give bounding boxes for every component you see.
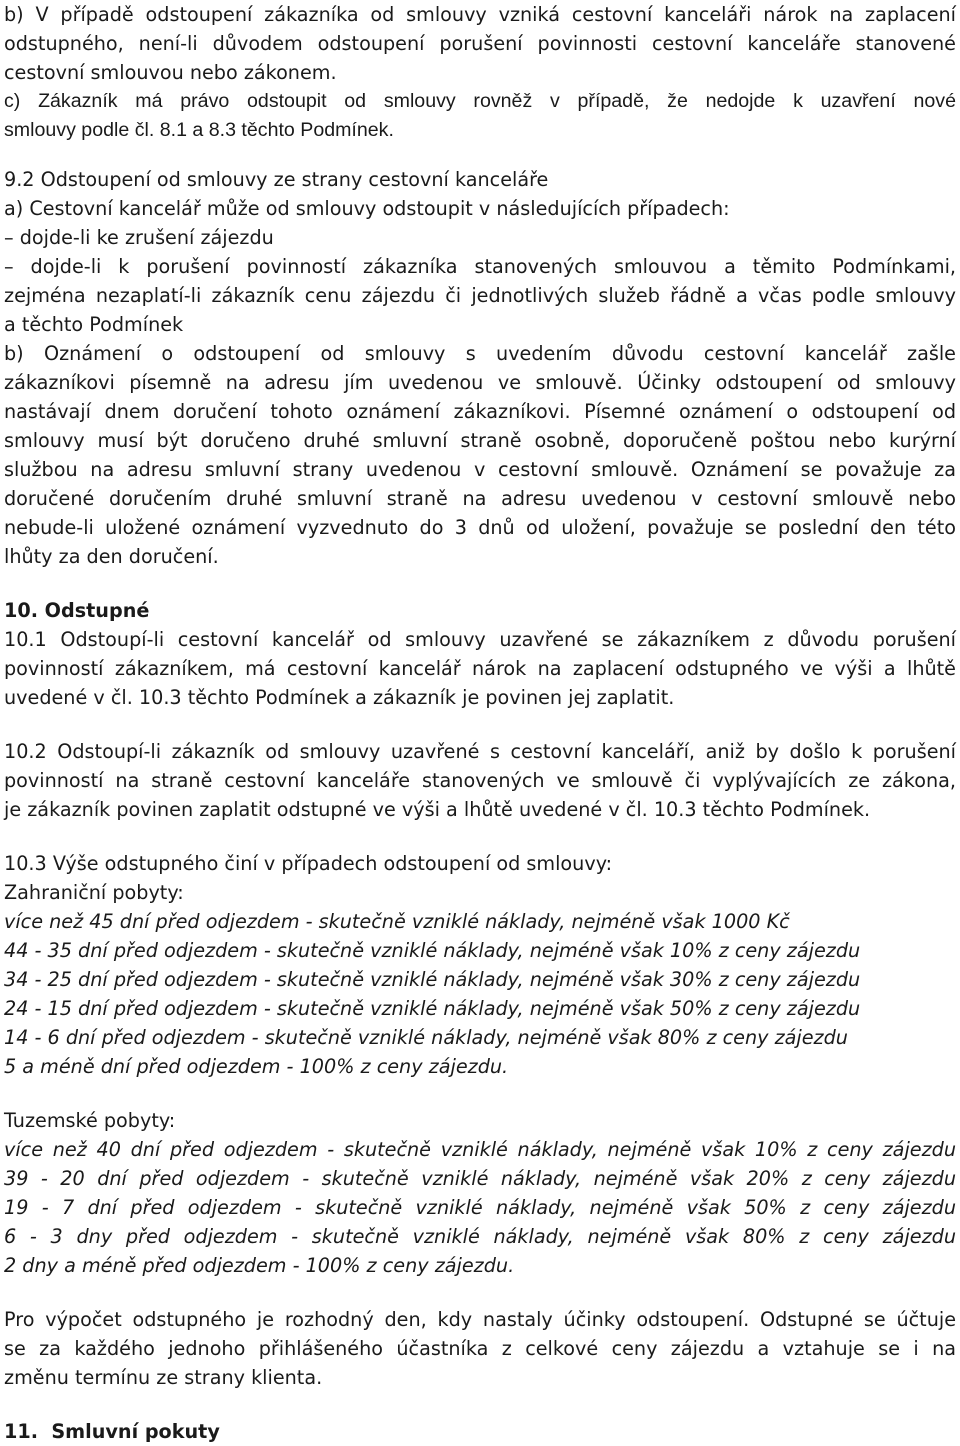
text-line: a těchto Podmínek <box>4 313 184 336</box>
section-heading: 10. Odstupné <box>4 599 150 622</box>
paragraph-9-1-b <box>4 0 956 87</box>
section-heading: 11. Smluvní pokuty <box>4 1420 220 1443</box>
text-line: zejména nezaplatí-li zákazník cenu zájezdu či jednotlivých služeb řádně a včas podle smlouvy <box>4 284 956 307</box>
text-line: lhůty za den doručení. <box>4 545 219 568</box>
text-line: odstupného, není-li důvodem odstoupení porušení povinnosti cestovní kanceláře stanovené <box>4 32 956 55</box>
rate-line: 14 - 6 dní před odjezdem - skutečně vzniklé náklady, nejméně však 80% z ceny zájezdu <box>4 1026 848 1049</box>
subheading-domestic: Tuzemské pobyty: <box>4 1109 176 1132</box>
document-page <box>4 0 956 1446</box>
rate-line: 2 dny a méně před odjezdem - 100% z ceny zájezdu. <box>4 1254 515 1277</box>
rate-line: 24 - 15 dní před odjezdem - skutečně vzniklé náklady, nejméně však 50% z ceny zájezdu <box>4 997 861 1020</box>
section-10 <box>4 596 956 1392</box>
text-line: nebude-li uložené oznámení vyzvednuto do 3 dnů od uložení, považuje se poslední den této <box>4 516 956 539</box>
list-item-dash: – dojde-li ke zrušení zájezdu <box>4 226 274 249</box>
paragraph-9-1-c <box>4 87 956 145</box>
text-line: je zákazník povinen zaplatit odstupné ve výši a lhůtě uvedené v čl. 10.3 těchto Podmínek. <box>4 798 871 821</box>
text-line: a) Cestovní kancelář může od smlouvy odstoupit v následujících případech: <box>4 197 730 220</box>
text-line: doručené doručením druhé smluvní straně na adresu uvedenou v cestovní smlouvě nebo <box>4 487 956 510</box>
text-line: Pro výpočet odstupného je rozhodný den, kdy nastaly účinky odstoupení. Odstupné se účtuje <box>4 1308 956 1331</box>
rate-line: 39 - 20 dní před odjezdem - skutečně vzniklé náklady, nejméně však 20% z ceny zájezdu <box>4 1167 956 1190</box>
section-9-2 <box>4 165 956 571</box>
text-line: povinností zákazníkem, má cestovní kancelář nárok na zaplacení odstupného ve výši a lhůtě <box>4 657 956 680</box>
rate-line: více než 45 dní před odjezdem - skutečně vzniklé náklady, nejméně však 1000 Kč <box>4 910 790 933</box>
rate-line: 19 - 7 dní před odjezdem - skutečně vzniklé náklady, nejméně však 50% z ceny zájezdu <box>4 1196 956 1219</box>
text-line: 10.2 Odstoupí-li zákazník od smlouvy uzavřené s cestovní kanceláří, aniž by došlo k porušení <box>4 740 956 763</box>
text-line: cestovní smlouvou nebo zákonem. <box>4 61 337 84</box>
text-line: smlouvy podle čl. 8.1 a 8.3 těchto Podmínek. <box>4 119 394 141</box>
text-line: smlouvy musí být doručeno druhé smluvní straně osobně, doporučeně poštou nebo kurýrní <box>4 429 956 452</box>
rate-line: 5 a méně dní před odjezdem - 100% z ceny zájezdu. <box>4 1055 509 1078</box>
text-line: 10.3 Výše odstupného činí v případech odstoupení od smlouvy: <box>4 852 613 875</box>
text-line: zákazníkovi písemně na adresu jím uvedenou ve smlouvě. Účinky odstoupení od smlouvy <box>4 371 956 394</box>
text-line: 10.1 Odstoupí-li cestovní kancelář od smlouvy uzavřené se zákazníkem z důvodu porušení <box>4 628 956 651</box>
rate-line: 6 - 3 dny před odjezdem - skutečně vzniklé náklady, nejméně však 80% z ceny zájezdu <box>4 1225 956 1248</box>
text-line: c) Zákazník má právo odstoupit od smlouvy rovněž v případě, že nedojde k uzavření nové <box>4 90 956 112</box>
text-line: uvedené v čl. 10.3 těchto Podmínek a zákazník je povinen jej zaplatit. <box>4 686 675 709</box>
list-item-dash: – dojde-li k porušení povinností zákazníka stanovených smlouvou a těmito Podmínkami, <box>4 255 956 278</box>
subheading-foreign: Zahraniční pobyty: <box>4 881 184 904</box>
text-line: povinností na straně cestovní kanceláře stanovených ve smlouvě či vyplývajících ze zákona, <box>4 769 956 792</box>
rate-line: více než 40 dní před odjezdem - skutečně vzniklé náklady, nejméně však 10% z ceny zájezdu <box>4 1138 956 1161</box>
rate-line: 44 - 35 dní před odjezdem - skutečně vzniklé náklady, nejméně však 10% z ceny zájezdu <box>4 939 861 962</box>
section-title: 9.2 Odstoupení od smlouvy ze strany cestovní kanceláře <box>4 168 549 191</box>
text-line: b) V případě odstoupení zákazníka od smlouvy vzniká cestovní kanceláři nárok na zaplacení <box>4 3 956 26</box>
text-line: službou na adresu smluvní strany uvedenou v cestovní smlouvě. Oznámení se považuje za <box>4 458 956 481</box>
rate-line: 34 - 25 dní před odjezdem - skutečně vzniklé náklady, nejméně však 30% z ceny zájezdu <box>4 968 861 991</box>
text-line: se za každého jednoho přihlášeného účastníka z celkové ceny zájezdu a vztahuje se i na <box>4 1337 956 1360</box>
text-line: nastávají dnem doručení tohoto oznámení zákazníkovi. Písemné oznámení o odstoupení od <box>4 400 956 423</box>
text-line: změnu termínu ze strany klienta. <box>4 1366 323 1389</box>
text-line: b) Oznámení o odstoupení od smlouvy s uvedením důvodu cestovní kancelář zašle <box>4 342 956 365</box>
